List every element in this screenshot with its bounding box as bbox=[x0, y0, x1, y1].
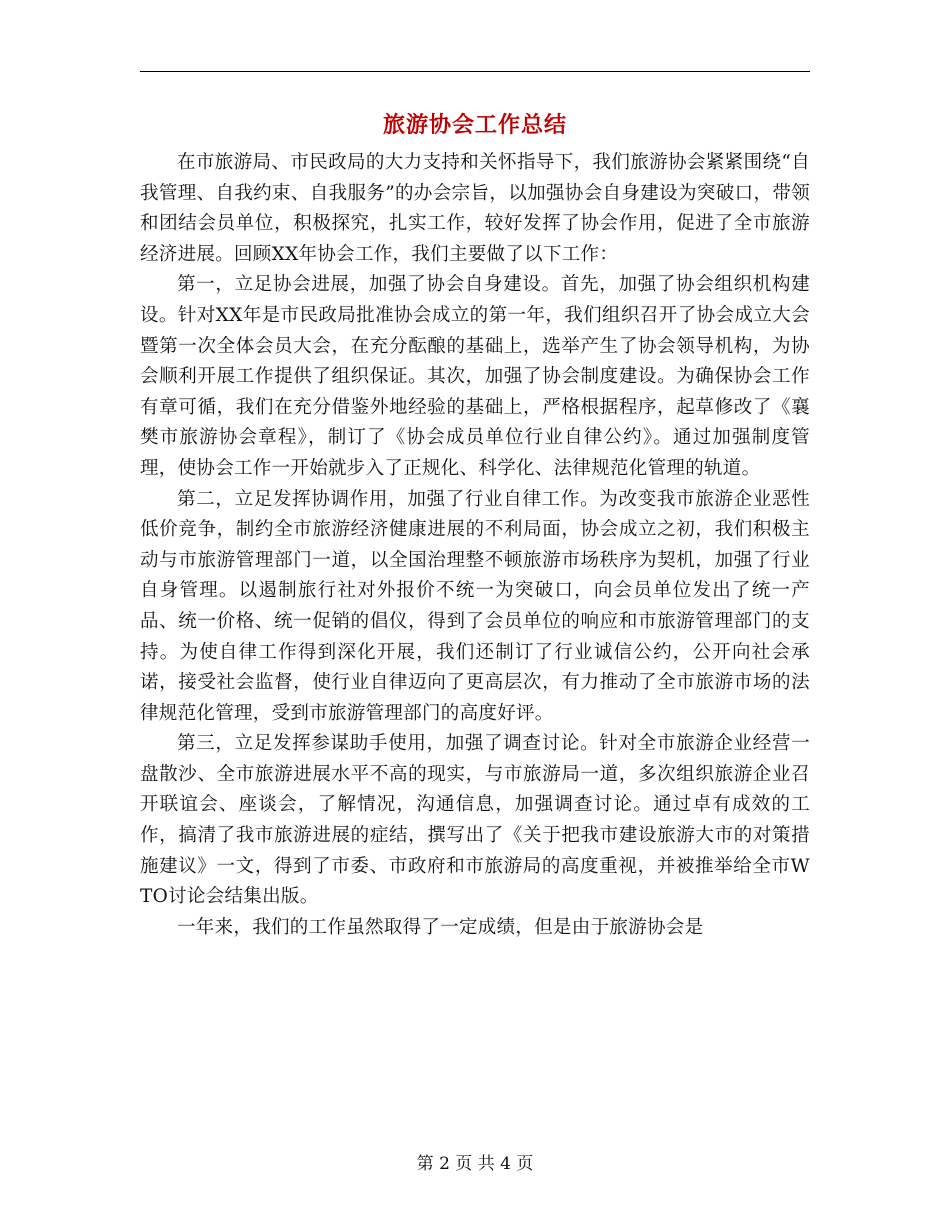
paragraph-second: 第二，立足发挥协调作用，加强了行业自律工作。为改变我市旅游企业恶性低价竞争，制约全市旅游经济健康进展的不利局面，协会成立之初，我们积极主动与市旅游管理部门一道，以全国治理整不顿旅游市场秩序为契机，加强了行业自身管理。以遏制旅行社对外报价不统一为突破口，向会员单位发出了统一产品、统一价格、统一促销的倡仪，得到了会员单位的响应和市旅游管理部门的支持。为使自律工作得到深化开展，我们还制订了行业诚信公约，公开向社会承诺，接受社会监督，使行业自律迈向了更高层次，有力推动了全市旅游市场的法律规范化管理，受到市旅游管理部门的高度好评。 bbox=[140, 488, 810, 724]
page-number: 第 2 页 共 4 页 bbox=[416, 1154, 534, 1174]
document-body bbox=[140, 148, 810, 943]
document-title: 旅游协会工作总结 bbox=[382, 112, 567, 138]
header-rule bbox=[140, 71, 810, 72]
paragraph-third: 第三，立足发挥参谋助手使用，加强了调查讨论。针对全市旅游企业经营一盘散沙、全市旅游进展水平不高的现实，与市旅游局一道，多次组织旅游企业召开联谊会、座谈会，了解情况，沟通信息，加强调查讨论。通过卓有成效的工作，搞清了我市旅游进展的症结，撰写出了《关于把我市建设旅游大市的对策措施建议》一文，得到了市委、市政府和市旅游局的高度重视，并被推举给全市WTO讨论会结集出版。 bbox=[140, 733, 810, 908]
paragraph-intro: 在市旅游局、市民政局的大力支持和关怀指导下，我们旅游协会紧紧围绕“自我管理、自我约束、自我服务”的办会宗旨，以加强协会自身建设为突破口，带领和团结会员单位，积极探究，扎实工作，较好发挥了协会作用，促进了全市旅游经济进展。回顾XX年协会工作，我们主要做了以下工作： bbox=[140, 152, 810, 265]
paragraph-first: 第一，立足协会进展，加强了协会自身建设。首先，加强了协会组织机构建设。针对XX年是市民政局批准协会成立的第一年，我们组织召开了协会成立大会暨第一次全体会员大会，在充分酝酿的基础上，选举产生了协会领导机构，为协会顺利开展工作提供了组织保证。其次，加强了协会制度建设。为确保协会工作有章可循，我们在充分借鉴外地经验的基础上，严格根据程序，起草修改了《襄樊市旅游协会章程》，制订了《协会成员单位行业自律公约》。通过加强制度管理，使协会工作一开始就步入了正规化、科学化、法律规范化管理的轨道。 bbox=[140, 274, 810, 479]
paragraph-closing: 一年来，我们的工作虽然取得了一定成绩，但是由于旅游协会是 bbox=[177, 916, 704, 938]
